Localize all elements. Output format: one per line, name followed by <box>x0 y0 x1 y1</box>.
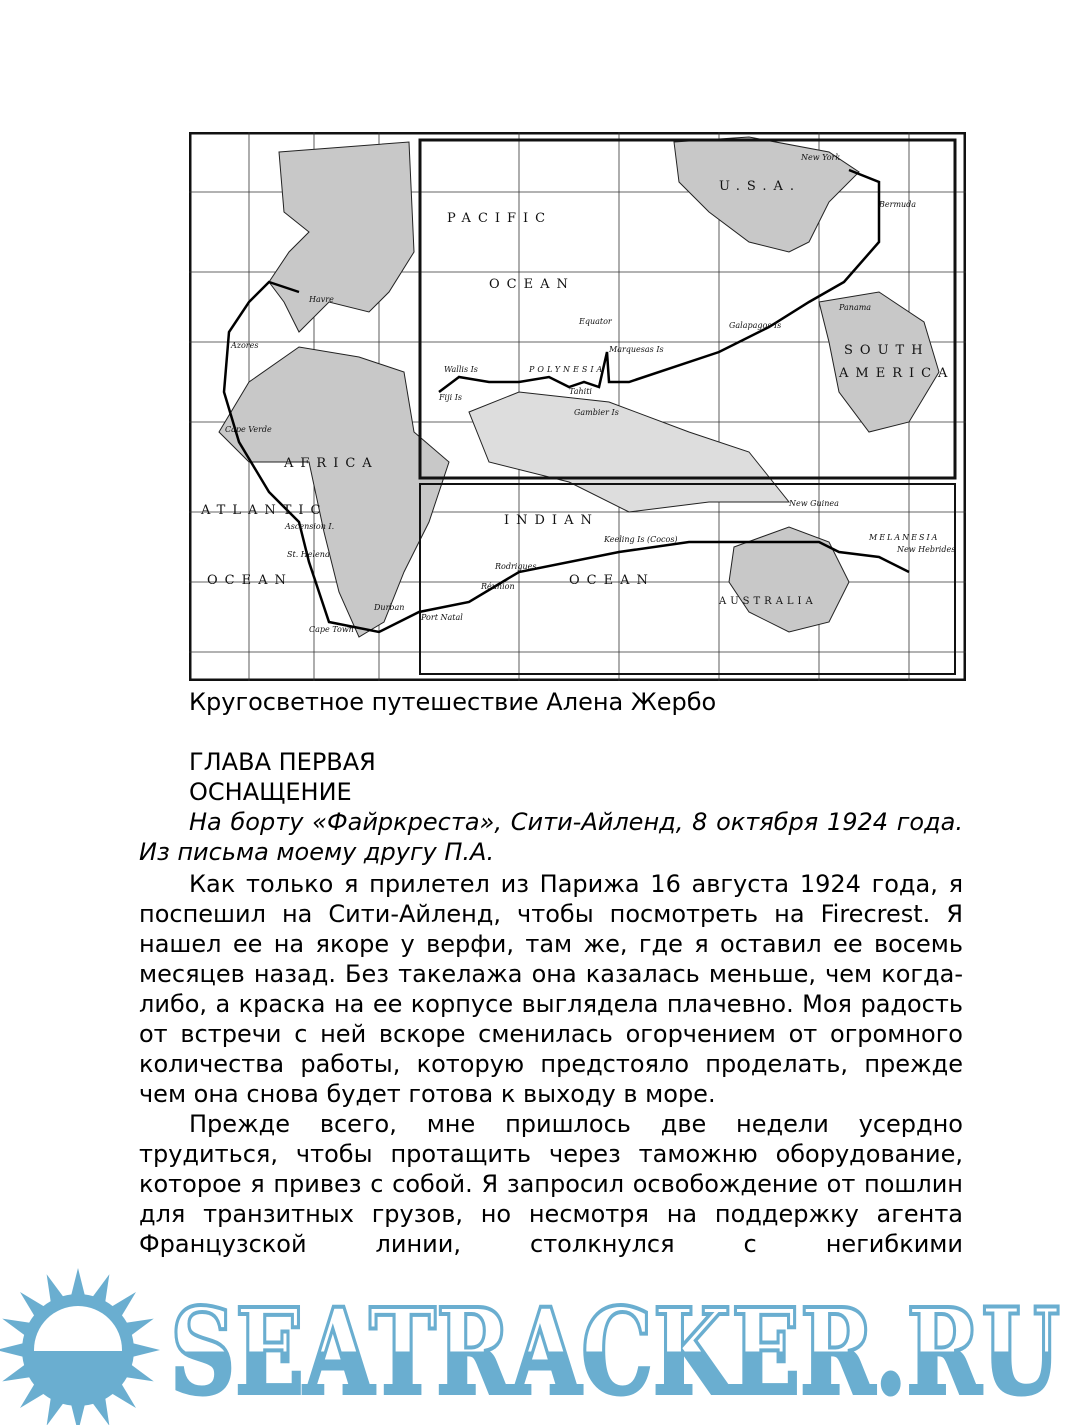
voyage-route-map <box>189 132 966 681</box>
paragraph-2: Прежде всего, мне пришлось две недели усердно трудиться, чтобы протащить через таможню оборудование, которое я привез с собой. Я запросил освобождение от пошлин для транзитных грузов, но несмотря на поддержку агента Французской линии, столкнулся с негибкими <box>139 1110 963 1258</box>
body-text <box>139 869 963 1259</box>
svg-text:Gambier Is: Gambier Is <box>574 408 619 417</box>
svg-text:OCEAN: OCEAN <box>207 573 293 588</box>
svg-text:Equator: Equator <box>579 317 612 326</box>
svg-text:Cape Town: Cape Town <box>309 625 354 634</box>
svg-text:Ascension I.: Ascension I. <box>285 522 335 531</box>
svg-text:Wallis Is: Wallis Is <box>444 365 478 374</box>
svg-text:Panama: Panama <box>839 303 872 312</box>
seatracker-watermark-logo <box>0 1265 1080 1425</box>
svg-text:Havre: Havre <box>309 295 334 304</box>
svg-text:Keeling Is (Cocos): Keeling Is (Cocos) <box>604 535 678 544</box>
svg-text:Marquesas Is: Marquesas Is <box>609 345 664 354</box>
watermark-text: SEATRACKER.RU <box>170 1282 1060 1421</box>
svg-text:AMERICA: AMERICA <box>839 366 955 381</box>
svg-text:Cape Verde: Cape Verde <box>225 425 272 434</box>
map-caption: Кругосветное путешествие Алена Жербо <box>189 688 717 716</box>
svg-text:Azores: Azores <box>231 341 259 350</box>
sun-icon <box>0 1268 160 1425</box>
svg-text:St. Helena: St. Helena <box>287 550 330 559</box>
svg-text:Fiji Is: Fiji Is <box>439 393 462 402</box>
svg-text:New Hebrides: New Hebrides <box>897 545 956 554</box>
svg-text:Rodrigues: Rodrigues <box>495 562 537 571</box>
svg-text:U.S.A.: U.S.A. <box>719 179 801 194</box>
svg-text:New Guinea: New Guinea <box>789 499 839 508</box>
svg-text:OCEAN: OCEAN <box>569 573 655 588</box>
svg-text:INDIAN: INDIAN <box>504 513 599 528</box>
svg-text:Durban: Durban <box>374 603 405 612</box>
epigraph-block <box>139 807 963 867</box>
svg-text:PACIFIC: PACIFIC <box>447 211 553 226</box>
svg-text:OCEAN: OCEAN <box>489 277 575 292</box>
svg-text:POLYNESIA: POLYNESIA <box>529 365 606 374</box>
svg-text:New York: New York <box>801 153 841 162</box>
svg-text:AUSTRALIA: AUSTRALIA <box>719 596 817 607</box>
svg-text:Port Natal: Port Natal <box>421 613 463 622</box>
svg-text:SOUTH: SOUTH <box>844 343 930 358</box>
svg-text:Galapagos Is: Galapagos Is <box>729 321 782 330</box>
paragraph-1: Как только я прилетел из Парижа 16 августа 1924 года, я поспешил на Сити-Айленд, чтобы посмотреть на Firecrest. Я нашел ее на якоре у верфи, там же, где я оставил ее восемь месяцев назад. Без такелажа она казалась меньше, чем когда-либо, а краска на ее корпусе выглядела плачевно. Моя радость от встречи с ней вскоре сменилась огорчением от огромного количества работы, которую предстояло проделать, прежде чем она снова будет готова к выходу в море. <box>139 870 963 1108</box>
svg-text:AFRICA: AFRICA <box>284 456 379 471</box>
svg-text:Tahiti: Tahiti <box>569 387 592 396</box>
epigraph: На борту «Файркреста», Сити-Айленд, 8 октября 1924 года. Из письма моему другу П.А. <box>139 808 963 866</box>
chapter-title: ОСНАЩЕНИЕ <box>189 778 352 806</box>
chapter-number: ГЛАВА ПЕРВАЯ <box>189 748 376 776</box>
svg-text:ATLANTIC: ATLANTIC <box>201 503 328 518</box>
svg-text:MELANESIA: MELANESIA <box>869 533 940 542</box>
svg-text:Bermuda: Bermuda <box>879 200 917 209</box>
svg-text:Réunion: Réunion <box>481 582 515 591</box>
